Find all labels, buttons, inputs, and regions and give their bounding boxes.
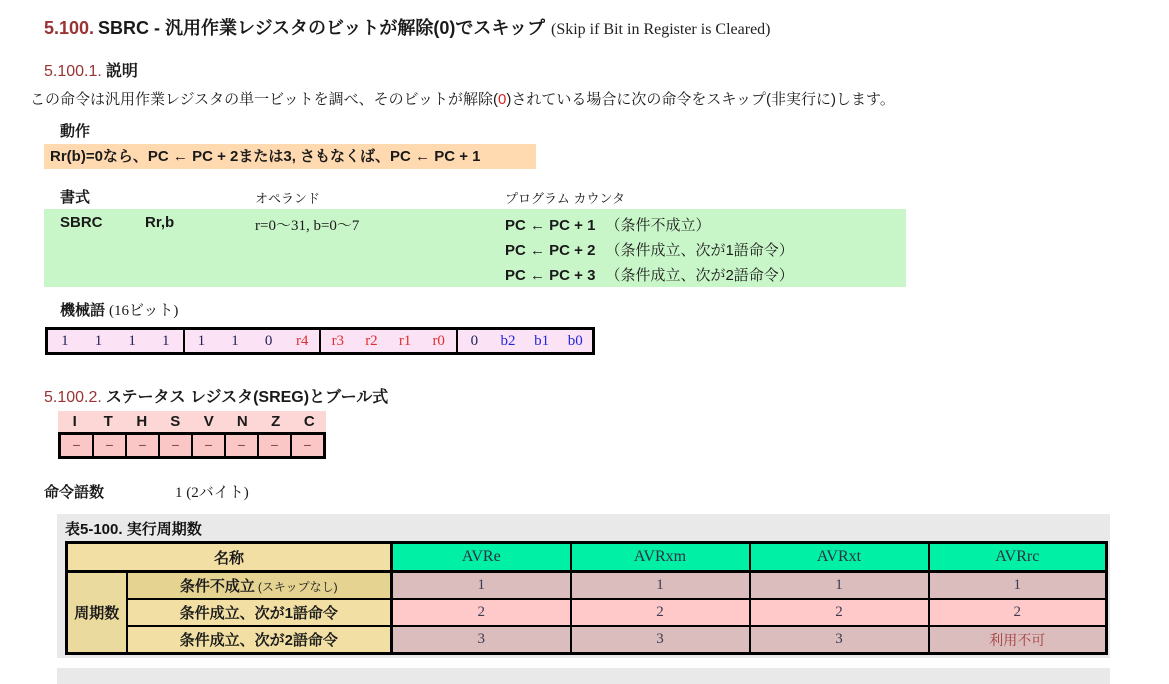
pc-condition-note: （条件不成立）: [605, 217, 711, 234]
word-count-label: 命令語数: [44, 484, 105, 501]
description-heading: [44, 58, 138, 81]
description-text: [30, 88, 895, 109]
pc-line: [505, 264, 794, 285]
operation-label: 動作: [60, 123, 91, 140]
bit-cell: 1: [197, 333, 206, 349]
sreg-value: −: [226, 435, 259, 456]
bit-cell: 1: [161, 333, 170, 349]
pc-condition-note: （条件成立、次が2語命令）: [605, 267, 794, 284]
cycles-group-label: 周期数: [67, 572, 127, 654]
bit-cell: 0: [470, 333, 479, 349]
opcode-nibble: [321, 330, 458, 352]
opcode-nibble: [48, 330, 185, 352]
machine-code-bit-width: (16ビット): [109, 303, 179, 319]
description-text-pre: この命令は汎用作業レジスタの単一ビットを調べ、そのビットが解除(: [30, 91, 498, 108]
cycles-row-label-text: 条件不成立: [179, 578, 255, 595]
cycles-value-cell: 2: [571, 599, 750, 626]
bit-cell: 0: [264, 333, 273, 349]
sreg-flag: N: [236, 413, 248, 430]
description-text-post: )されている場合に次の命令をスキップ(非実行に)します。: [506, 91, 895, 108]
machine-code-heading: [60, 299, 178, 320]
syntax-table: [44, 209, 906, 287]
bit-cell: b2: [500, 333, 516, 349]
sreg-flag: T: [103, 413, 113, 430]
mnemonic: SBRC: [60, 214, 103, 231]
cycles-row-label: [127, 599, 392, 626]
pc-expression: PC ← PC + 2: [505, 242, 596, 259]
cycles-value-cell: 1: [571, 572, 750, 600]
cycles-row-label-text: 条件成立、次が1語命令: [179, 605, 338, 622]
pc-line: [505, 239, 794, 260]
subsection-number: 5.100.1.: [44, 63, 102, 80]
cycles-col-header: AVRe: [392, 543, 571, 572]
sreg-value: −: [259, 435, 292, 456]
mnemonic-operands: Rr,b: [145, 214, 175, 231]
pc-condition-note: （条件成立、次が1語命令）: [605, 242, 794, 259]
sreg-flag-header-row: [58, 411, 326, 432]
bit-cell: r2: [365, 333, 378, 349]
cycles-table-caption: 表5-100. 実行周期数: [65, 521, 202, 538]
page-title: [44, 14, 771, 40]
cycles-value-cell: 2: [392, 599, 571, 626]
bit-cell: b1: [534, 333, 550, 349]
opcode-nibble: [458, 330, 593, 352]
sreg-flag: H: [136, 413, 148, 430]
cycles-col-header: AVRxt: [750, 543, 929, 572]
subsection-title: 説明: [105, 63, 138, 80]
pc-line: [505, 214, 710, 235]
pc-expression: PC ← PC + 3: [505, 267, 596, 284]
bit-cell: 1: [94, 333, 103, 349]
cycles-value-cell: 2: [750, 599, 929, 626]
section-number: 5.100.: [44, 18, 95, 38]
bit-cell: 1: [231, 333, 239, 349]
cycles-value-cell: 3: [750, 626, 929, 654]
sreg-flag: S: [170, 413, 181, 430]
bit-cell: r4: [295, 333, 309, 349]
operation-formula-box: Rr(b)=0なら、PC ← PC + 2または3, さもなくば、PC ← PC + 1: [44, 144, 536, 169]
sreg-value-row: [58, 432, 326, 459]
sreg-flag: C: [303, 413, 315, 430]
sreg-value: −: [160, 435, 193, 456]
cycles-table: [65, 541, 1108, 655]
sreg-flag: Z: [271, 413, 281, 430]
cycles-value-cell: 3: [392, 626, 571, 654]
cycles-row-label-text: 条件成立、次が2語命令: [179, 632, 338, 649]
instruction-title-english: (Skip if Bit in Register is Cleared): [550, 21, 771, 38]
cycles-value-cell: 1: [392, 572, 571, 600]
operand-range: r=0～31, b=0～7: [255, 218, 360, 234]
sreg-value: −: [127, 435, 160, 456]
cycles-row-label-note: (スキップなし): [257, 580, 338, 594]
subsection-number: 5.100.2.: [44, 389, 102, 406]
subsection-title: ステータス レジスタ(SREG)とブール式: [105, 389, 389, 406]
bit-cell: 1: [61, 333, 69, 349]
cycles-value-cell: 3: [571, 626, 750, 654]
cycles-panel: [57, 514, 1110, 658]
sreg-value: −: [94, 435, 127, 456]
sreg-flag: I: [72, 413, 77, 430]
instruction-title: SBRC - 汎用作業レジスタのビットが解除(0)でスキップ: [98, 18, 545, 38]
machine-code-table: [45, 327, 595, 355]
bit-cell: b0: [567, 333, 583, 349]
sreg-heading: [44, 384, 388, 407]
next-table-panel: [57, 668, 1110, 684]
cycles-value-cell: 1: [929, 572, 1107, 600]
name-header-cell: 名称: [67, 543, 392, 572]
operand-column-header: オペランド: [255, 191, 321, 206]
sreg-flag: V: [203, 413, 214, 430]
cycles-row-label: [127, 572, 392, 600]
opcode-nibble: [185, 330, 322, 352]
bit-cell: 1: [128, 333, 136, 349]
word-count-value: 1 (2バイト): [175, 485, 249, 501]
description-zero-highlight: 0: [497, 91, 507, 108]
program-counter-column-header: プログラム カウンタ: [505, 191, 625, 206]
format-column-header: 書式: [60, 189, 91, 206]
bit-cell: r3: [331, 333, 345, 349]
sreg-value: −: [61, 435, 94, 456]
machine-code-label: 機械語: [60, 302, 106, 319]
pc-expression: PC ← PC + 1: [505, 217, 596, 234]
cycles-value-cell-na: [929, 626, 1107, 654]
sreg-value: −: [303, 437, 312, 453]
not-available-text: 利用不可: [989, 631, 1046, 648]
cycles-col-header: AVRxm: [571, 543, 750, 572]
bit-cell: r0: [432, 333, 445, 349]
sreg-value: −: [193, 435, 226, 456]
bit-cell: r1: [398, 333, 412, 349]
cycles-value-cell: 2: [929, 599, 1107, 626]
cycles-row-label: [127, 626, 392, 654]
cycles-value-cell: 1: [750, 572, 929, 600]
cycles-col-header: AVRrc: [929, 543, 1107, 572]
